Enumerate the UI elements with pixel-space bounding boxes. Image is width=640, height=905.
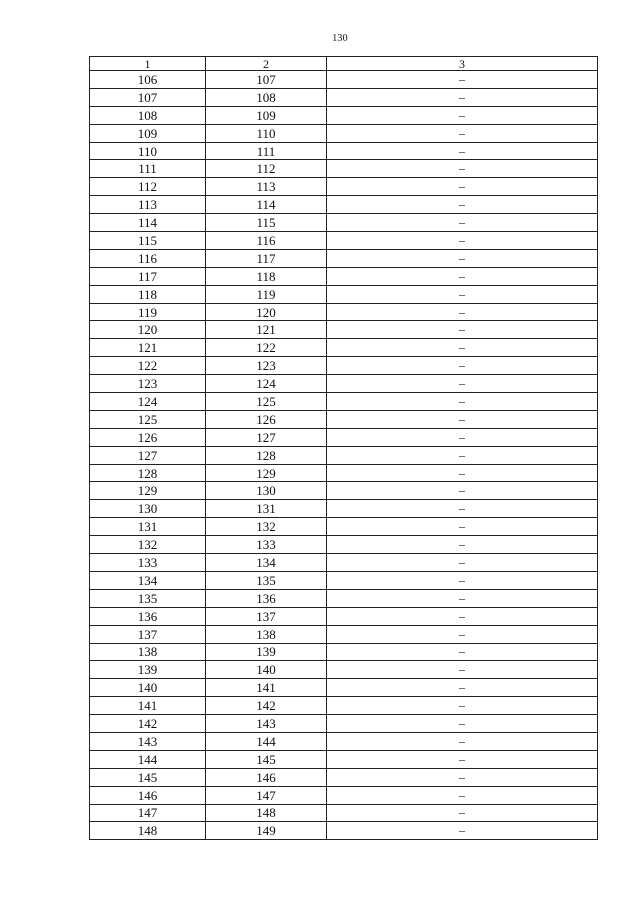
table-cell-col-3: – [327, 375, 598, 393]
table-cell-col-3: – [327, 804, 598, 822]
table-row [90, 822, 598, 840]
table-cell-col-1: 144 [90, 750, 206, 768]
table-row [90, 393, 598, 411]
table-row [90, 160, 598, 178]
table-cell-col-3: – [327, 822, 598, 840]
table-row [90, 768, 598, 786]
table-cell-col-1: 148 [90, 822, 206, 840]
table-cell-col-1: 110 [90, 142, 206, 160]
table-row [90, 625, 598, 643]
table-row [90, 715, 598, 733]
table-cell-col-2: 141 [206, 679, 327, 697]
table-row [90, 804, 598, 822]
table-cell-col-1: 109 [90, 124, 206, 142]
table-row [90, 303, 598, 321]
table-cell-col-1: 115 [90, 232, 206, 250]
table-row [90, 249, 598, 267]
table-row [90, 339, 598, 357]
table-row [90, 71, 598, 89]
table-cell-col-1: 129 [90, 482, 206, 500]
table-cell-col-2: 120 [206, 303, 327, 321]
table-cell-col-1: 139 [90, 661, 206, 679]
data-table [89, 56, 598, 840]
table-cell-col-2: 113 [206, 178, 327, 196]
table-row [90, 607, 598, 625]
table-cell-col-3: – [327, 267, 598, 285]
table-cell-col-3: – [327, 160, 598, 178]
table-cell-col-2: 135 [206, 571, 327, 589]
table-cell-col-2: 122 [206, 339, 327, 357]
table-cell-col-2: 109 [206, 106, 327, 124]
table-cell-col-1: 124 [90, 393, 206, 411]
table-cell-col-2: 134 [206, 554, 327, 572]
table-cell-col-3: – [327, 410, 598, 428]
table-cell-col-2: 119 [206, 285, 327, 303]
table-cell-col-2: 123 [206, 357, 327, 375]
table-cell-col-3: – [327, 589, 598, 607]
table-cell-col-3: – [327, 88, 598, 106]
table-cell-col-1: 147 [90, 804, 206, 822]
table-row [90, 267, 598, 285]
table-cell-col-3: – [327, 697, 598, 715]
table-cell-col-1: 145 [90, 768, 206, 786]
table-cell-col-2: 111 [206, 142, 327, 160]
table-row [90, 786, 598, 804]
table-cell-col-1: 141 [90, 697, 206, 715]
table-row [90, 214, 598, 232]
table-cell-col-2: 118 [206, 267, 327, 285]
table-cell-col-2: 121 [206, 321, 327, 339]
table-cell-col-2: 148 [206, 804, 327, 822]
table-row [90, 88, 598, 106]
table-cell-col-1: 125 [90, 410, 206, 428]
table-cell-col-1: 117 [90, 267, 206, 285]
table-row [90, 500, 598, 518]
table-row [90, 536, 598, 554]
table-cell-col-3: – [327, 661, 598, 679]
table-cell-col-1: 135 [90, 589, 206, 607]
table-cell-col-2: 129 [206, 464, 327, 482]
table-cell-col-3: – [327, 106, 598, 124]
table-cell-col-2: 147 [206, 786, 327, 804]
table-cell-col-1: 126 [90, 428, 206, 446]
table-cell-col-1: 118 [90, 285, 206, 303]
table-cell-col-1: 106 [90, 71, 206, 89]
table-row [90, 643, 598, 661]
table-cell-col-2: 145 [206, 750, 327, 768]
table-row [90, 732, 598, 750]
table-cell-col-1: 136 [90, 607, 206, 625]
table-cell-col-2: 115 [206, 214, 327, 232]
table-cell-col-2: 132 [206, 518, 327, 536]
table-cell-col-3: – [327, 142, 598, 160]
table-row [90, 482, 598, 500]
table-cell-col-3: – [327, 71, 598, 89]
table-cell-col-2: 144 [206, 732, 327, 750]
table-cell-col-3: – [327, 571, 598, 589]
table-cell-col-1: 112 [90, 178, 206, 196]
table-cell-col-2: 133 [206, 536, 327, 554]
table-cell-col-3: – [327, 643, 598, 661]
table-cell-col-3: – [327, 518, 598, 536]
table-cell-col-3: – [327, 500, 598, 518]
table-body [90, 71, 598, 840]
table-cell-col-1: 119 [90, 303, 206, 321]
table-cell-col-3: – [327, 625, 598, 643]
table-row [90, 428, 598, 446]
table-cell-col-2: 142 [206, 697, 327, 715]
table-cell-col-1: 130 [90, 500, 206, 518]
table-cell-col-1: 131 [90, 518, 206, 536]
table-row [90, 589, 598, 607]
table-cell-col-2: 127 [206, 428, 327, 446]
table-cell-col-2: 137 [206, 607, 327, 625]
column-header-1: 1 [90, 57, 206, 71]
table-row [90, 375, 598, 393]
table-cell-col-1: 146 [90, 786, 206, 804]
table-row [90, 518, 598, 536]
table-cell-col-2: 107 [206, 71, 327, 89]
table-row [90, 321, 598, 339]
table-cell-col-3: – [327, 249, 598, 267]
table-cell-col-3: – [327, 285, 598, 303]
table-cell-col-3: – [327, 321, 598, 339]
table-row [90, 554, 598, 572]
table-row [90, 697, 598, 715]
table-row [90, 124, 598, 142]
table-cell-col-2: 117 [206, 249, 327, 267]
table-cell-col-3: – [327, 732, 598, 750]
table-row [90, 142, 598, 160]
table-cell-col-2: 110 [206, 124, 327, 142]
table-cell-col-2: 139 [206, 643, 327, 661]
table-cell-col-3: – [327, 124, 598, 142]
table-cell-col-2: 140 [206, 661, 327, 679]
table-cell-col-1: 113 [90, 196, 206, 214]
table-cell-col-1: 127 [90, 446, 206, 464]
table-row [90, 232, 598, 250]
table-cell-col-1: 122 [90, 357, 206, 375]
table-cell-col-2: 128 [206, 446, 327, 464]
page-number: 130 [332, 33, 348, 44]
table-cell-col-3: – [327, 715, 598, 733]
table-cell-col-3: – [327, 786, 598, 804]
table-row [90, 106, 598, 124]
table-cell-col-2: 149 [206, 822, 327, 840]
table-cell-col-2: 124 [206, 375, 327, 393]
table-row [90, 661, 598, 679]
column-header-3: 3 [327, 57, 598, 71]
table-row [90, 357, 598, 375]
table-cell-col-1: 134 [90, 571, 206, 589]
table-cell-col-3: – [327, 303, 598, 321]
table-cell-col-3: – [327, 607, 598, 625]
table-cell-col-3: – [327, 554, 598, 572]
table-cell-col-1: 121 [90, 339, 206, 357]
table-cell-col-1: 114 [90, 214, 206, 232]
table-row [90, 446, 598, 464]
table-cell-col-1: 107 [90, 88, 206, 106]
table-cell-col-3: – [327, 393, 598, 411]
table-row [90, 410, 598, 428]
table-cell-col-3: – [327, 679, 598, 697]
table-cell-col-2: 112 [206, 160, 327, 178]
table-cell-col-2: 116 [206, 232, 327, 250]
table-cell-col-2: 138 [206, 625, 327, 643]
table-cell-col-1: 111 [90, 160, 206, 178]
table-cell-col-2: 130 [206, 482, 327, 500]
table-row [90, 571, 598, 589]
table-cell-col-2: 131 [206, 500, 327, 518]
table-cell-col-1: 138 [90, 643, 206, 661]
table-cell-col-3: – [327, 428, 598, 446]
table-row [90, 285, 598, 303]
table-cell-col-1: 120 [90, 321, 206, 339]
table-cell-col-3: – [327, 536, 598, 554]
table-cell-col-3: – [327, 464, 598, 482]
table-cell-col-1: 116 [90, 249, 206, 267]
header-row [90, 57, 598, 71]
table-cell-col-3: – [327, 357, 598, 375]
table-cell-col-3: – [327, 446, 598, 464]
table-cell-col-1: 123 [90, 375, 206, 393]
table-cell-col-2: 126 [206, 410, 327, 428]
table-cell-col-1: 132 [90, 536, 206, 554]
table-cell-col-1: 137 [90, 625, 206, 643]
table-cell-col-3: – [327, 178, 598, 196]
table-cell-col-2: 114 [206, 196, 327, 214]
table-cell-col-2: 136 [206, 589, 327, 607]
table-cell-col-1: 128 [90, 464, 206, 482]
table-cell-col-3: – [327, 232, 598, 250]
table-cell-col-3: – [327, 750, 598, 768]
table-cell-col-1: 143 [90, 732, 206, 750]
table-row [90, 178, 598, 196]
table-row [90, 750, 598, 768]
table-row [90, 464, 598, 482]
table-cell-col-2: 146 [206, 768, 327, 786]
table-cell-col-1: 108 [90, 106, 206, 124]
table-cell-col-3: – [327, 196, 598, 214]
table-cell-col-3: – [327, 214, 598, 232]
table-row [90, 679, 598, 697]
table-cell-col-3: – [327, 768, 598, 786]
table-cell-col-1: 140 [90, 679, 206, 697]
table-cell-col-2: 125 [206, 393, 327, 411]
table-row [90, 196, 598, 214]
table-cell-col-2: 143 [206, 715, 327, 733]
table-cell-col-3: – [327, 339, 598, 357]
table-cell-col-3: – [327, 482, 598, 500]
table-cell-col-2: 108 [206, 88, 327, 106]
column-header-2: 2 [206, 57, 327, 71]
table-header [90, 57, 598, 71]
table-cell-col-1: 142 [90, 715, 206, 733]
table-cell-col-1: 133 [90, 554, 206, 572]
